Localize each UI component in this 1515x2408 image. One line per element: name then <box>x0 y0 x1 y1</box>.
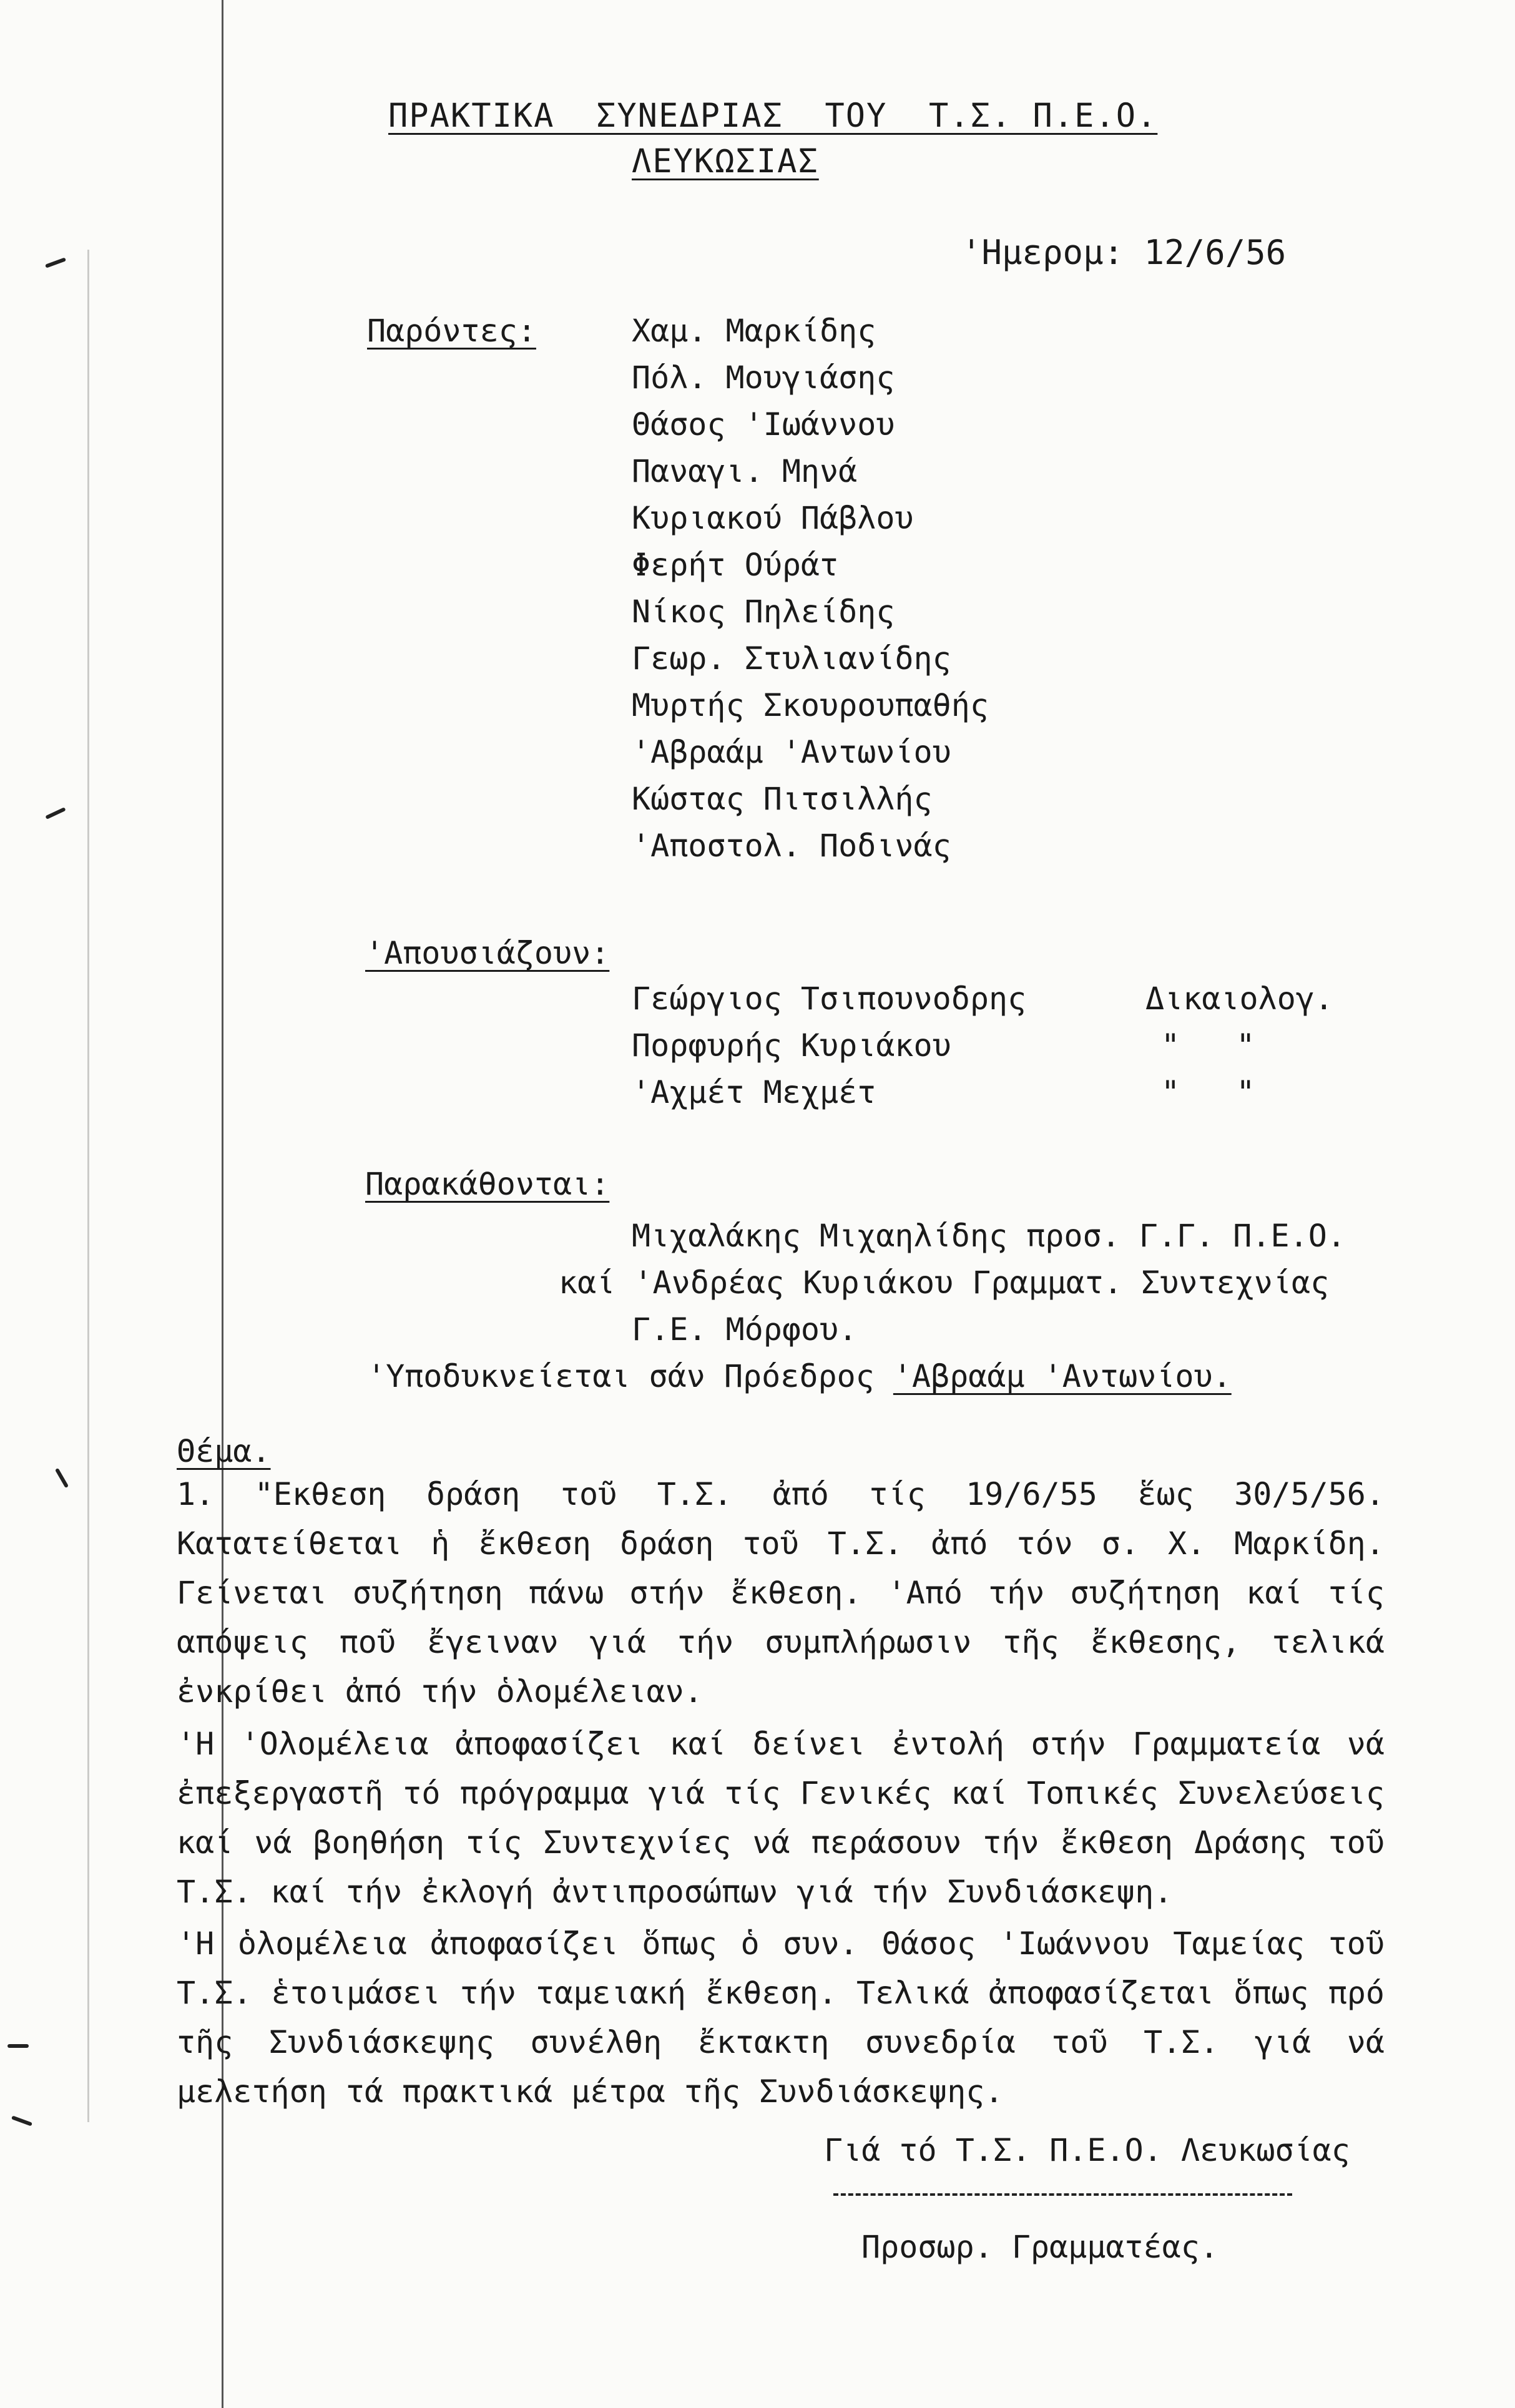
present-name: Κώστας Πιτσιλλής <box>632 781 933 817</box>
present-name: Γεωρ. Στυλιανίδης <box>632 640 951 677</box>
attending-label: Παρακάθονται: <box>365 1166 610 1202</box>
absent-label: 'Απουσιάζουν: <box>365 935 610 971</box>
margin-mark <box>45 807 66 820</box>
present-name: Νίκος Πηλείδης <box>632 594 895 630</box>
present-name: Μυρτής Σκουρουπαθής <box>632 687 989 723</box>
absent-name: Πορφυρής Κυριάκου <box>632 1027 951 1064</box>
margin-mark <box>7 2044 29 2048</box>
chairperson-line <box>367 1358 1232 1394</box>
document-subtitle: ΛΕΥΚΩΣΙΑΣ <box>632 143 819 180</box>
present-name: Πόλ. Μουγιάσης <box>632 360 895 396</box>
signature-role: Προσωρ. Γραμματέας. <box>861 2229 1218 2265</box>
subject-paragraph: 'Η ὁλομέλεια ἀποφασίζει ὅπως ὁ συν. Θάσος 'Ιωάννου Ταμείας τοῦ Τ.Σ. ἑτοιμάσει τήν ταμειακή ἔκθεση. Τελικά ἀποφασίζεται ὅπως πρό τῆς Συνδιάσκεψης συνέλθη ἔκτακτη συνεδρία τοῦ Τ.Σ. γιά νά μελετήση τά πρακτικά μέτρα τῆς Συνδιάσκεψης. <box>177 1926 1385 2110</box>
absent-name: Γεώργιος Τσιπουνοδρης <box>632 981 1027 1017</box>
present-name: Παναγι. Μηνά <box>632 453 858 489</box>
present-label: Παρόντες: <box>367 313 536 349</box>
chairperson-prefix: 'Υποδυκνείεται σάν Πρόεδρος <box>367 1358 893 1394</box>
present-name: Κυριακού Πάβλου <box>632 500 914 536</box>
attending-line: Μιχαλάκης Μιχαηλίδης προσ. Γ.Γ. Π.Ε.Ο. <box>632 1218 1346 1254</box>
signature-for-line: Γιά τό Τ.Σ. Π.Ε.Ο. Λευκωσίας <box>824 2132 1350 2168</box>
left-margin-shadow <box>87 250 89 2122</box>
attending-line: καί 'Ανδρέας Κυριάκου Γραμματ. Συντεχνίας <box>559 1265 1330 1301</box>
attending-line: Γ.Ε. Μόρφου. <box>632 1311 858 1348</box>
present-name: 'Αποστολ. Ποδινάς <box>632 828 951 864</box>
document-title: ΠΡΑΚΤΙΚΑ ΣΥΝΕΔΡΙΑΣ ΤΟΥ Τ.Σ. Π.Ε.Ο. <box>388 97 1158 135</box>
absent-note: " " <box>1161 1027 1255 1064</box>
margin-mark <box>55 1468 69 1488</box>
subject-paragraph: 'Η 'Ολομέλεια ἀποφασίζει καί δείνει ἐντολή στήν Γραμματεία νά ἐπεξεργαστῆ τό πρόγραμμα γιά τίς Γενικές καί Τοπικές Συνελεύσεις καί νά βοηθήση τίς Συντεχνίες νά περάσουν τήν ἔκθεση Δράσης τοῦ Τ.Σ. καί τήν ἐκλογή ἀντιπροσώπων γιά τήν Συνδιάσκεψη. <box>177 1726 1385 1910</box>
meeting-date: 'Ημερομ: 12/6/56 <box>961 233 1287 272</box>
subject-paragraph: 1. "Εκθεση δράση τοῦ Τ.Σ. ἀπό τίς 19/6/55 ἕως 30/5/56. Κατατείθεται ἡ ἔκθεση δράση τοῦ Τ.Σ. ἀπό τόν σ. Χ. Μαρκίδη. Γείνεται συζήτηση πάνω στήν ἔκθεση. 'Από τήν συζήτηση καί τίς απόψεις ποῦ ἔγειναν γιά τήν συμπλήρωσιν τῆς ἔκθεσης, τελικά ἐνκρίθει ἀπό τήν ὁλομέλειαν. <box>177 1476 1385 1710</box>
margin-mark <box>11 2115 32 2126</box>
signature-dashed-line <box>833 2193 1292 2196</box>
absent-note: " " <box>1161 1074 1255 1110</box>
subject-label: Θέμα. <box>177 1433 271 1469</box>
chairperson-name: 'Αβραάμ 'Αντωνίου. <box>893 1358 1232 1394</box>
present-name: Φερήτ Ούράτ <box>632 547 839 583</box>
absent-note: Δικαιολογ. <box>1145 981 1334 1017</box>
absent-name: 'Αχμέτ Μεχμέτ <box>632 1074 876 1110</box>
present-name: Χαμ. Μαρκίδης <box>632 313 876 349</box>
present-name: Θάσος 'Ιωάννου <box>632 406 895 443</box>
margin-mark <box>45 257 66 268</box>
present-name: 'Αβραάμ 'Αντωνίου <box>632 734 951 770</box>
